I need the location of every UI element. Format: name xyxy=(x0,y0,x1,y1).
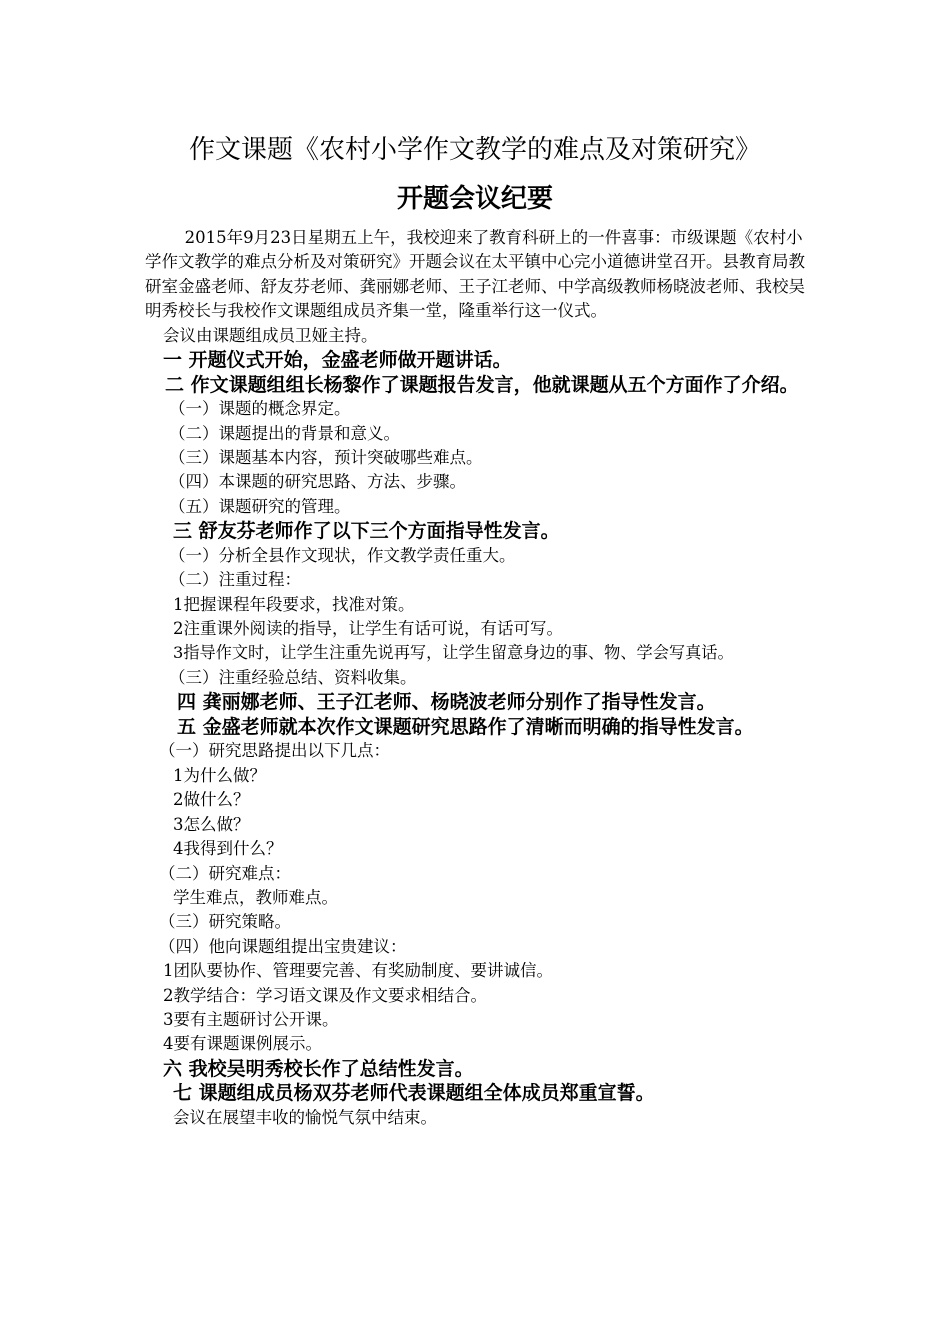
intro-paragraph: 2015年9月23日星期五上午，我校迎来了教育科研上的一件喜事：市级课题《农村小学作文教学的难点分析及对策研究》开题会议在太平镇中心完小道德讲堂召开。县教育局教研室金盛老师、舒友芬老师、龚丽娜老师、王子江老师、中学高级教师杨晓波老师、我校吴明秀校长与我校作文课题组成员齐集一堂，隆重举行这一仪式。 xyxy=(145,228,805,321)
list-item: （二）研究难点： xyxy=(159,863,291,883)
document-body xyxy=(145,226,810,1130)
list-item: （三）课题基本内容，预计突破哪些难点。 xyxy=(169,448,483,468)
list-item: 3要有主题研讨公开课。 xyxy=(163,1009,339,1029)
list-item: 学生难点，教师难点。 xyxy=(173,887,338,907)
section-7-heading: 七 课题组成员杨双芬老师代表课题组全体成员郑重宣誓。 xyxy=(173,1082,655,1105)
list-item: 3指导作文时，让学生注重先说再写，让学生留意身边的事、物、学会写真话。 xyxy=(173,643,734,663)
list-item: （四）本课题的研究思路、方法、步骤。 xyxy=(169,472,466,492)
host-line: 会议由课题组成员卫娅主持。 xyxy=(163,325,378,345)
list-item: （五）课题研究的管理。 xyxy=(169,496,351,516)
document-subtitle: 开题会议纪要 xyxy=(396,184,553,214)
list-item: 2做什么？ xyxy=(173,790,250,810)
section-1-heading: 一 开题仪式开始，金盛老师做开题讲话。 xyxy=(163,349,512,372)
section-6-heading: 六 我校吴明秀校长作了总结性发言。 xyxy=(163,1057,474,1080)
list-item: 3怎么做？ xyxy=(173,814,250,834)
list-item: 1为什么做？ xyxy=(173,765,266,785)
list-item: （三）研究策略。 xyxy=(159,912,291,932)
list-item: （四）他向课题组提出宝贵建议： xyxy=(159,936,407,956)
list-item: 2注重课外阅读的指导，让学生有话可说，有话可写。 xyxy=(173,619,563,639)
section-4-heading: 四 龚丽娜老师、王子江老师、杨晓波老师分别作了指导性发言。 xyxy=(177,691,716,714)
section-5-heading: 五 金盛老师就本次作文课题研究思路作了清晰而明确的指导性发言。 xyxy=(177,715,754,738)
document-title: 作文课题《农村小学作文教学的难点及对策研究》 xyxy=(188,135,761,165)
list-item: （三）注重经验总结、资料收集。 xyxy=(169,667,417,687)
list-item: （一）分析全县作文现状，作文教学责任重大。 xyxy=(169,545,516,565)
list-item: 1团队要协作、管理要完善、有奖励制度、要讲诚信。 xyxy=(163,961,553,981)
list-item: （一）课题的概念界定。 xyxy=(169,399,351,419)
list-item: 4我得到什么？ xyxy=(173,839,283,859)
list-item: （二）注重过程： xyxy=(169,570,301,590)
list-item: 1把握课程年段要求，找准对策。 xyxy=(173,594,415,614)
list-item: （二）课题提出的背景和意义。 xyxy=(169,423,400,443)
list-item: （一）研究思路提出以下几点： xyxy=(159,741,390,761)
list-item: 4要有课题课例展示。 xyxy=(163,1034,322,1054)
list-item: 2教学结合：学习语文课及作文要求相结合。 xyxy=(163,985,487,1005)
section-2-heading: 二 作文课题组组长杨黎作了课题报告发言，他就课题从五个方面作了介绍。 xyxy=(165,373,799,396)
section-3-heading: 三 舒友芬老师作了以下三个方面指导性发言。 xyxy=(173,520,560,543)
closing-line: 会议在展望丰收的愉悦气氛中结束。 xyxy=(173,1107,437,1127)
